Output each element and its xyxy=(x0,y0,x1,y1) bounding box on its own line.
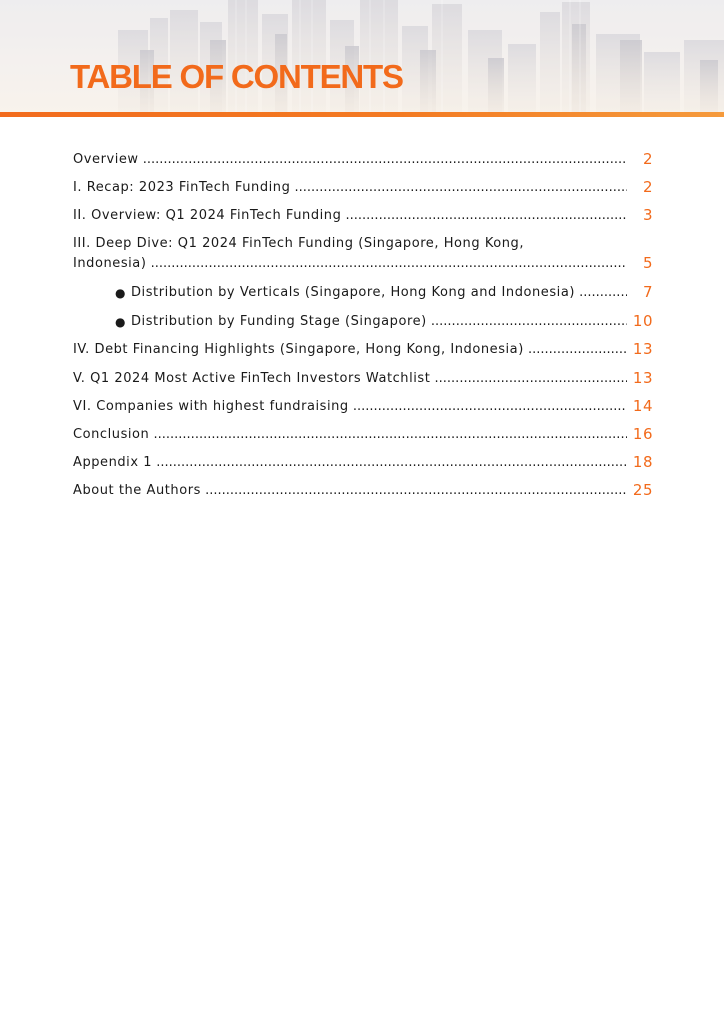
header-skyline-banner xyxy=(0,0,724,113)
toc-entry-page: 16 xyxy=(632,425,653,443)
toc-entry-page: 10 xyxy=(632,312,653,330)
toc-entry-page: 7 xyxy=(642,283,653,301)
toc-entry-page: 18 xyxy=(632,453,653,471)
toc-entry-label: VI. Companies with highest fundraising ..... xyxy=(73,397,627,417)
toc-entry-funding-stage[interactable] xyxy=(73,312,653,332)
toc-entry-label: About the Authors ..... xyxy=(73,481,627,501)
toc-entry-label: V. Q1 2024 Most Active FinTech Investors Watchlist ..... xyxy=(73,369,627,389)
toc-entry-page: 25 xyxy=(632,481,653,499)
toc-entry-label: Overview ..... xyxy=(73,150,627,170)
toc-entry-page: 2 xyxy=(642,150,653,168)
bullet-icon: ● xyxy=(115,315,127,329)
page-title: TABLE OF CONTENTS xyxy=(70,58,403,95)
toc-entry-page: 13 xyxy=(632,369,653,387)
toc-entry-label: Indonesia) ..... xyxy=(73,254,627,274)
toc-entry-overview[interactable] xyxy=(73,150,653,170)
toc-entry-page: 13 xyxy=(632,340,653,358)
toc-entry-highest-fundraising[interactable] xyxy=(73,397,653,417)
toc-entry-overview-q1-2024[interactable] xyxy=(73,206,653,226)
toc-entry-label: Appendix 1 ..... xyxy=(73,453,627,473)
toc-entry-debt-financing[interactable] xyxy=(73,340,653,360)
toc-entry-appendix-1[interactable] xyxy=(73,453,653,473)
bullet-icon: ● xyxy=(115,286,127,300)
toc-entry-label: Distribution by Verticals (Singapore, Hong Kong and Indonesia) ..... xyxy=(131,283,627,303)
toc-entry-page: 3 xyxy=(642,206,653,224)
toc-entry-recap-2023[interactable] xyxy=(73,178,653,198)
toc-entry-deep-dive[interactable] xyxy=(73,254,653,274)
toc-entry-conclusion[interactable] xyxy=(73,425,653,445)
toc-entry-label: I. Recap: 2023 FinTech Funding ..... xyxy=(73,178,627,198)
city-skyline-image xyxy=(0,0,724,113)
toc-entry-verticals[interactable] xyxy=(73,283,653,303)
toc-entry-deep-dive-line1[interactable]: III. Deep Dive: Q1 2024 FinTech Funding (Singapore, Hong Kong, xyxy=(73,236,525,251)
toc-entry-investors-watchlist[interactable] xyxy=(73,369,653,389)
toc-entry-page: 2 xyxy=(642,178,653,196)
toc-entry-page: 5 xyxy=(642,254,653,272)
toc-entry-label: Distribution by Funding Stage (Singapore) ..... xyxy=(131,312,627,332)
toc-entry-page: 14 xyxy=(632,397,653,415)
toc-entry-label: Conclusion ..... xyxy=(73,425,627,445)
toc-entry-about-authors[interactable] xyxy=(73,481,653,501)
toc-entry-label: II. Overview: Q1 2024 FinTech Funding ..... xyxy=(73,206,627,226)
header-orange-rule xyxy=(0,112,724,117)
toc-entry-label: IV. Debt Financing Highlights (Singapore, Hong Kong, Indonesia) ..... xyxy=(73,340,627,360)
